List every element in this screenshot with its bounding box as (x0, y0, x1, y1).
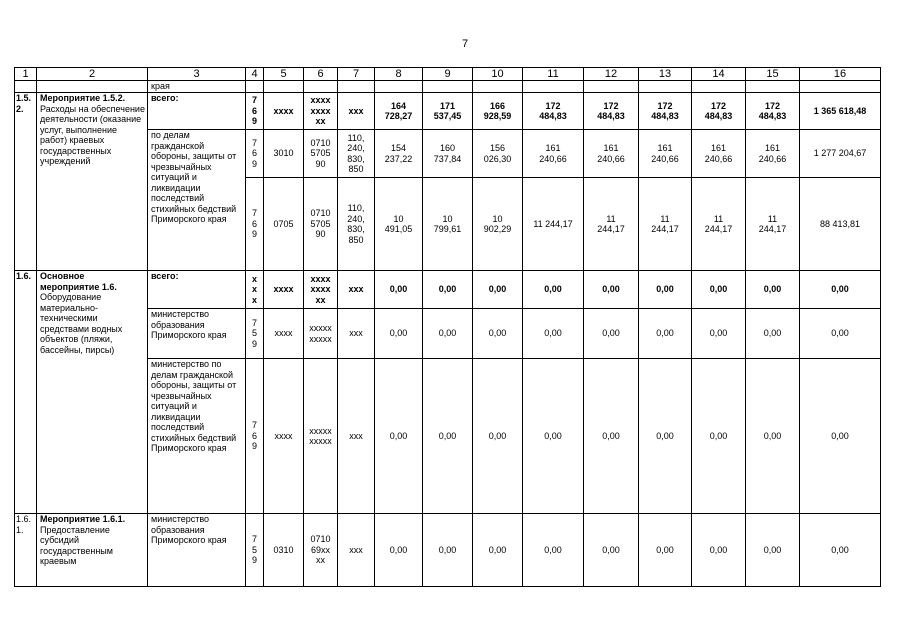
value-cell: 166 928,59 (473, 93, 523, 130)
item-title: Основное мероприятие 1.6. (40, 271, 117, 292)
value-cell: 0,00 (584, 309, 639, 359)
budget-table (14, 67, 881, 587)
vr-cell: 110, 240, 830, 850 (338, 130, 375, 178)
header-cell: 9 (423, 68, 473, 81)
value-cell: 11 244,17 (584, 178, 639, 271)
total-cell: 0,00 (800, 309, 881, 359)
value-cell: 0,00 (584, 514, 639, 587)
vr-cell: ххх (338, 359, 375, 514)
value-cell: 11 244,17 (692, 178, 746, 271)
value-cell: 172 484,83 (584, 93, 639, 130)
total-cell: 88 413,81 (800, 178, 881, 271)
item-description: Предоставление субсидий государственным краевым (40, 524, 113, 566)
header-cell: 16 (800, 68, 881, 81)
value-cell: 161 240,66 (584, 130, 639, 178)
header-cell: 2 (37, 68, 148, 81)
executor-cell: министерство по делам гражданской обороны, защиты от чрезвычайных ситуаций и ликвидации последствий стихийных бедствий Приморского края (148, 359, 246, 514)
value-cell: 0,00 (473, 271, 523, 309)
value-cell: 0,00 (746, 309, 800, 359)
rzpr-cell: 0310 (264, 514, 304, 587)
executor-cell: министерство образования Приморского края (148, 309, 246, 359)
vr-cell: ххх (338, 93, 375, 130)
value-cell: 0,00 (423, 359, 473, 514)
value-cell: 172 484,83 (523, 93, 584, 130)
value-cell: 0,00 (423, 271, 473, 309)
csr-cell: ххххх ххххх (304, 359, 338, 514)
value-cell: 10 491,05 (375, 178, 423, 271)
value-cell: 0,00 (375, 514, 423, 587)
value-cell: 0,00 (639, 309, 692, 359)
value-cell: 0,00 (473, 309, 523, 359)
value-cell: 0,00 (423, 514, 473, 587)
header-cell: 11 (523, 68, 584, 81)
value-cell: 172 484,83 (746, 93, 800, 130)
value-cell: 0,00 (692, 271, 746, 309)
grbs-cell: 7 6 9 (246, 359, 264, 514)
item-description: Расходы на обеспечение деятельности (оказание услуг, выполнение работ) краевых государственных учреждений (40, 103, 145, 166)
executor-cell: министерство образования Приморского края (148, 514, 246, 587)
value-cell: 11 244,17 (639, 178, 692, 271)
vr-cell: ххх (338, 309, 375, 359)
executor-cell: по делам гражданской обороны, защиты от чрезвычайных ситуаций и ликвидации последствий стихийных бедствий Приморского края (148, 130, 246, 271)
rzpr-cell: хххх (264, 359, 304, 514)
value-cell: 164 728,27 (375, 93, 423, 130)
value-cell: 171 537,45 (423, 93, 473, 130)
value-cell: 0,00 (375, 271, 423, 309)
total-cell: 1 277 204,67 (800, 130, 881, 178)
header-cell: 1 (15, 68, 37, 81)
header-cell: 3 (148, 68, 246, 81)
total-cell: 1 365 618,48 (800, 93, 881, 130)
value-cell: 10 799,61 (423, 178, 473, 271)
vr-cell: ххх (338, 514, 375, 587)
csr-cell: 0710 5705 90 (304, 130, 338, 178)
table-row (15, 271, 881, 309)
value-cell: 156 026,30 (473, 130, 523, 178)
csr-cell: 0710 69хх хх (304, 514, 338, 587)
value-cell: 0,00 (692, 309, 746, 359)
item-title: Мероприятие 1.5.2. (40, 93, 126, 103)
value-cell: 10 902,29 (473, 178, 523, 271)
item-name (37, 93, 148, 271)
header-cell: 8 (375, 68, 423, 81)
value-cell: 161 240,66 (523, 130, 584, 178)
table-row (15, 93, 881, 130)
grbs-cell: 7 6 9 (246, 130, 264, 178)
vr-cell: ххх (338, 271, 375, 309)
rzpr-cell: 3010 (264, 130, 304, 178)
rzpr-cell: хххх (264, 309, 304, 359)
value-cell: 0,00 (584, 359, 639, 514)
value-cell: 0,00 (523, 271, 584, 309)
grbs-cell: 7 6 9 (246, 178, 264, 271)
value-cell: 161 240,66 (692, 130, 746, 178)
item-name (37, 514, 148, 587)
value-cell: 161 240,66 (746, 130, 800, 178)
vr-cell: 110, 240, 830, 850 (338, 178, 375, 271)
value-cell: 11 244,17 (523, 178, 584, 271)
value-cell: 0,00 (746, 271, 800, 309)
value-cell: 172 484,83 (692, 93, 746, 130)
value-cell: 0,00 (473, 514, 523, 587)
header-cell: 7 (338, 68, 375, 81)
grbs-cell: х х х (246, 271, 264, 309)
value-cell: 0,00 (375, 359, 423, 514)
value-cell: 11 244,17 (746, 178, 800, 271)
header-cell: 14 (692, 68, 746, 81)
value-cell: 0,00 (423, 309, 473, 359)
continuation-row (15, 81, 881, 93)
executor-cell: края (148, 81, 246, 93)
rzpr-cell: хххх (264, 93, 304, 130)
table-row (15, 514, 881, 587)
value-cell: 0,00 (523, 309, 584, 359)
rzpr-cell: 0705 (264, 178, 304, 271)
value-cell: 0,00 (523, 514, 584, 587)
header-cell: 10 (473, 68, 523, 81)
header-cell: 13 (639, 68, 692, 81)
value-cell: 161 240,66 (639, 130, 692, 178)
csr-cell: ххххх ххххх (304, 309, 338, 359)
rzpr-cell: хххх (264, 271, 304, 309)
value-cell: 0,00 (375, 309, 423, 359)
header-cell: 6 (304, 68, 338, 81)
grbs-cell: 7 6 9 (246, 93, 264, 130)
header-cell: 5 (264, 68, 304, 81)
item-title: Мероприятие 1.6.1. (40, 514, 126, 524)
value-cell: 0,00 (692, 514, 746, 587)
page-number: 7 (462, 38, 469, 50)
value-cell: 0,00 (473, 359, 523, 514)
csr-cell: 0710 5705 90 (304, 178, 338, 271)
value-cell: 154 237,22 (375, 130, 423, 178)
item-number: 1.5. 2. (15, 93, 37, 271)
executor-cell: всего: (148, 271, 246, 309)
total-cell: 0,00 (800, 359, 881, 514)
header-cell: 12 (584, 68, 639, 81)
total-cell: 0,00 (800, 514, 881, 587)
item-number: 1.6. (15, 271, 37, 514)
item-number: 1.6. 1. (15, 514, 37, 587)
value-cell: 172 484,83 (639, 93, 692, 130)
value-cell: 160 737,84 (423, 130, 473, 178)
csr-cell: хххх хххх хх (304, 93, 338, 130)
value-cell: 0,00 (746, 359, 800, 514)
value-cell: 0,00 (746, 514, 800, 587)
executor-cell: всего: (148, 93, 246, 130)
value-cell: 0,00 (639, 359, 692, 514)
total-cell: 0,00 (800, 271, 881, 309)
value-cell: 0,00 (692, 359, 746, 514)
value-cell: 0,00 (639, 514, 692, 587)
header-cell: 15 (746, 68, 800, 81)
grbs-cell: 7 5 9 (246, 309, 264, 359)
grbs-cell: 7 5 9 (246, 514, 264, 587)
item-name (37, 271, 148, 514)
header-row (15, 68, 881, 81)
item-description: Оборудование материально-техническими средствами водных объектов (пляжи, бассейны, пирсы) (40, 292, 123, 355)
value-cell: 0,00 (523, 359, 584, 514)
value-cell: 0,00 (584, 271, 639, 309)
value-cell: 0,00 (639, 271, 692, 309)
header-cell: 4 (246, 68, 264, 81)
csr-cell: хххх хххх хх (304, 271, 338, 309)
